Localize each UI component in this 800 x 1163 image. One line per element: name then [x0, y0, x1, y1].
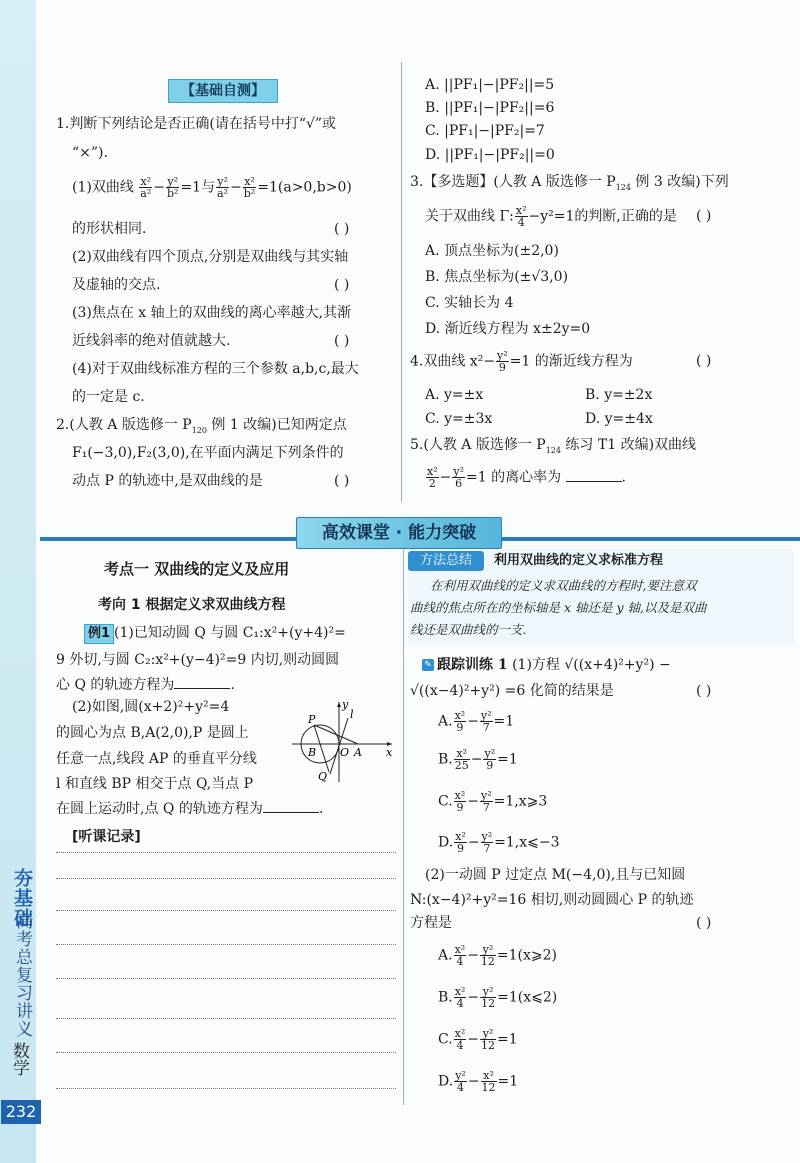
section-banner: 高效课堂 · 能力突破: [296, 517, 502, 549]
notes-line: [56, 1052, 396, 1053]
q4-option-b: B. y=±2x: [585, 387, 653, 403]
track-1-part-1: √((x−4)²+y²) =6 化简的结果是: [410, 683, 614, 699]
circle-figure: [290, 698, 394, 784]
q5-stem: $\frac{\text{x²}}{2}$ − $\frac{\text{y²}}{6}$ =1 的离心率为 .: [427, 465, 626, 490]
example-1-part-2: l 和直线 BP 相交于点 Q,当点 P: [56, 776, 254, 792]
q2-stem: 2.(人教 A 版选修一 $P_{120}$ 例 1 改编)已知两定点: [56, 417, 347, 435]
track-1-option-a: A. $\frac{\text{x²}}{9}$ − $\frac{\text{y²}}{7}$ =1: [438, 709, 515, 734]
line-bp: [314, 725, 329, 772]
method-text: 线还是双曲线的一支.: [410, 622, 527, 637]
track-1-2-option-c: C. $\frac{\text{x²}}{4}$ − $\frac{\text{y²}}{12}$ =1: [438, 1027, 518, 1052]
track-1-part-2: (2)一动圆 P 过定点 M(−4,0),且与已知圆: [425, 867, 686, 883]
answer-paren: ( ): [696, 683, 712, 699]
q2-stem: 动点 P 的轨迹中,是双曲线的是: [72, 473, 263, 489]
label-a: A: [354, 746, 362, 759]
answer-paren: ( ): [334, 333, 350, 349]
brand-logo-text: 夯基础: [11, 868, 33, 928]
q3-option-d: D. 渐近线方程为 x±2y=0: [425, 321, 591, 337]
method-text: 在利用双曲线的定义求双曲线的方程时,要注意双: [430, 578, 697, 593]
answer-blank: [174, 676, 230, 689]
method-text: 曲线的焦点所在的坐标轴是 x 轴还是 y 轴,以及是双曲: [410, 600, 707, 615]
q1-stem: 1.判断下列结论是否正确(请在括号中打“√”或: [56, 116, 337, 132]
y-axis-arrow: [337, 702, 341, 707]
q5-stem: 5.(人教 A 版选修一 $P_{124}$ 练习 T1 改编)双曲线: [410, 437, 697, 455]
answer-paren: ( ): [696, 353, 712, 369]
q1-statement-4: 的一定是 c.: [72, 389, 145, 405]
label-o: O: [340, 746, 350, 759]
notes-line: [56, 852, 396, 853]
answer-blank: [263, 800, 319, 813]
track-1-2-option-b: B. $\frac{\text{x²}}{4}$ − $\frac{\text{y²}}{12}$ =1(x⩽2): [438, 985, 558, 1010]
book-title: 高考总复习讲义: [12, 912, 32, 1038]
example-1-part-1: 9 外切,与圆 C₂:x²+(y−4)²=9 内切,则动圆圆: [56, 652, 340, 668]
notes-line: [56, 978, 396, 979]
answer-blank: [566, 469, 622, 482]
q1-statement-3: 近线斜率的绝对值就越大.: [72, 333, 231, 349]
example-1-part-1: 心 Q 的轨迹方程为 .: [56, 677, 235, 693]
q3-option-b: B. 焦点坐标为(±√3,0): [425, 269, 569, 285]
example-1-part-2: 在圆上运动时,点 Q 的轨迹方程为 .: [56, 801, 324, 817]
label-b: B: [308, 746, 317, 759]
label-l: l: [350, 708, 354, 721]
section-badge: 【基础自测】: [168, 79, 278, 103]
q2-stem: F₁(−3,0),F₂(3,0),在平面内满足下列条件的: [72, 445, 344, 461]
q2-option-c: C. |PF₁|−|PF₂|=7: [425, 123, 545, 139]
q2-option-d: D. ||PF₁|−|PF₂||=0: [425, 147, 555, 163]
q2-option-b: B. ||PF₁|−|PF₂||=6: [425, 100, 555, 116]
column-divider: [401, 62, 402, 502]
notes-line: [56, 1018, 396, 1019]
method-title: 利用双曲线的定义求标准方程: [494, 553, 664, 568]
track-1-part-1: ✎ 跟踪训练 1 (1)方程 √((x+4)²+y²) −: [422, 654, 671, 676]
topic-heading: 考点一 双曲线的定义及应用: [104, 560, 290, 578]
example-1-part-2: 任意一点,线段 AP 的垂直平分线: [56, 751, 257, 767]
notes-line: [56, 944, 396, 945]
q1-statement-2: (2)双曲线有四个顶点,分别是双曲线与其实轴: [72, 249, 349, 265]
pencil-icon: ✎: [422, 659, 434, 671]
q1-statement-2: 及虚轴的交点.: [72, 277, 161, 293]
q3-option-c: C. 实轴长为 4: [425, 295, 514, 311]
q3-option-a: A. 顶点坐标为(±2,0): [425, 243, 559, 259]
answer-paren: ( ): [334, 473, 350, 489]
answer-paren: ( ): [696, 915, 712, 931]
answer-paren: ( ): [334, 277, 350, 293]
q2-option-a: A. ||PF₁|−|PF₂||=5: [425, 77, 555, 93]
example-1-part-1: 例1 (1)已知动圆 Q 与圆 C₁:x²+(y+4)²=: [84, 622, 346, 644]
track-1-part-2: 方程是: [410, 915, 452, 931]
label-q: Q: [318, 770, 328, 783]
notes-line: [56, 878, 396, 879]
method-tag: 方法总结: [408, 551, 484, 571]
track-1-part-2: N:(x−4)²+y²=16 相切,则动圆圆心 P 的轨迹: [410, 892, 694, 908]
q1-statement-3: (3)焦点在 x 轴上的双曲线的离心率越大,其渐: [72, 305, 352, 321]
q1-statement-1: (1)双曲线 $\frac{\text{x²}}{\text{a²}}$ − $\frac{\text{y²}}{\text{b²}}$ =1与 $\frac{\text{y²}}{\text{a²}}$ − $\frac{\text{x²}}{\text{b²}}$ =1(a>0,b>0): [72, 175, 352, 200]
segment-ap: [314, 725, 358, 744]
label-y: y: [342, 698, 349, 711]
q1-statement-1: 的形状相同.: [72, 221, 147, 237]
q1-statement-4: (4)对于双曲线标准方程的三个参数 a,b,c,最大: [72, 361, 359, 377]
direction-heading: 考向 1 根据定义求双曲线方程: [98, 597, 286, 613]
column-divider: [403, 545, 404, 1105]
track-1-option-c: C. $\frac{\text{x²}}{9}$ − $\frac{\text{y²}}{7}$ =1,x⩾3: [438, 789, 548, 814]
notes-line: [56, 1088, 396, 1089]
q4-option-a: A. y=±x: [425, 387, 484, 403]
q4-stem: 4.双曲线 x²− $\frac{\text{y²}}{9}$ =1 的渐近线方程为: [410, 349, 633, 374]
sidebar: [0, 0, 36, 1163]
track-1-option-d: D. $\frac{\text{x²}}{9}$ − $\frac{\text{y²}}{7}$ =1,x⩽−3: [438, 830, 560, 855]
answer-paren: ( ): [696, 208, 712, 224]
subject-label: 数学: [9, 1042, 29, 1076]
q4-option-d: D. y=±4x: [585, 411, 653, 427]
q3-stem: 关于双曲线 Γ: $\frac{\text{x²}}{4}$ −y²=1的判断,正确的是: [425, 204, 677, 229]
example-badge: 例1: [84, 624, 114, 644]
example-1-part-2: (2)如图,圆(x+2)²+y²=4: [72, 699, 230, 715]
notes-label: [听课记录]: [72, 829, 141, 845]
track-1-2-option-a: A. $\frac{\text{x²}}{4}$ − $\frac{\text{y²}}{12}$ =1(x⩾2): [438, 943, 558, 968]
notes-line: [56, 910, 396, 911]
answer-paren: ( ): [334, 221, 350, 237]
track-1-option-b: B. $\frac{\text{x²}}{25}$ − $\frac{\text{y²}}{9}$ =1: [438, 747, 518, 772]
page-number: 232: [1, 1100, 41, 1124]
q3-stem: 3.【多选题】(人教 A 版选修一 $P_{124}$ 例 3 改编)下列: [410, 174, 729, 192]
q4-option-c: C. y=±3x: [425, 411, 493, 427]
label-p: P: [308, 713, 316, 726]
track-1-2-option-d: D. $\frac{\text{y²}}{4}$ − $\frac{\text{x²}}{12}$ =1: [438, 1069, 519, 1094]
example-1-part-2: 的圆心为点 B,A(2,0),P 是圆上: [56, 725, 249, 741]
q1-stem: “×”).: [72, 145, 108, 161]
label-x: x: [386, 746, 393, 759]
